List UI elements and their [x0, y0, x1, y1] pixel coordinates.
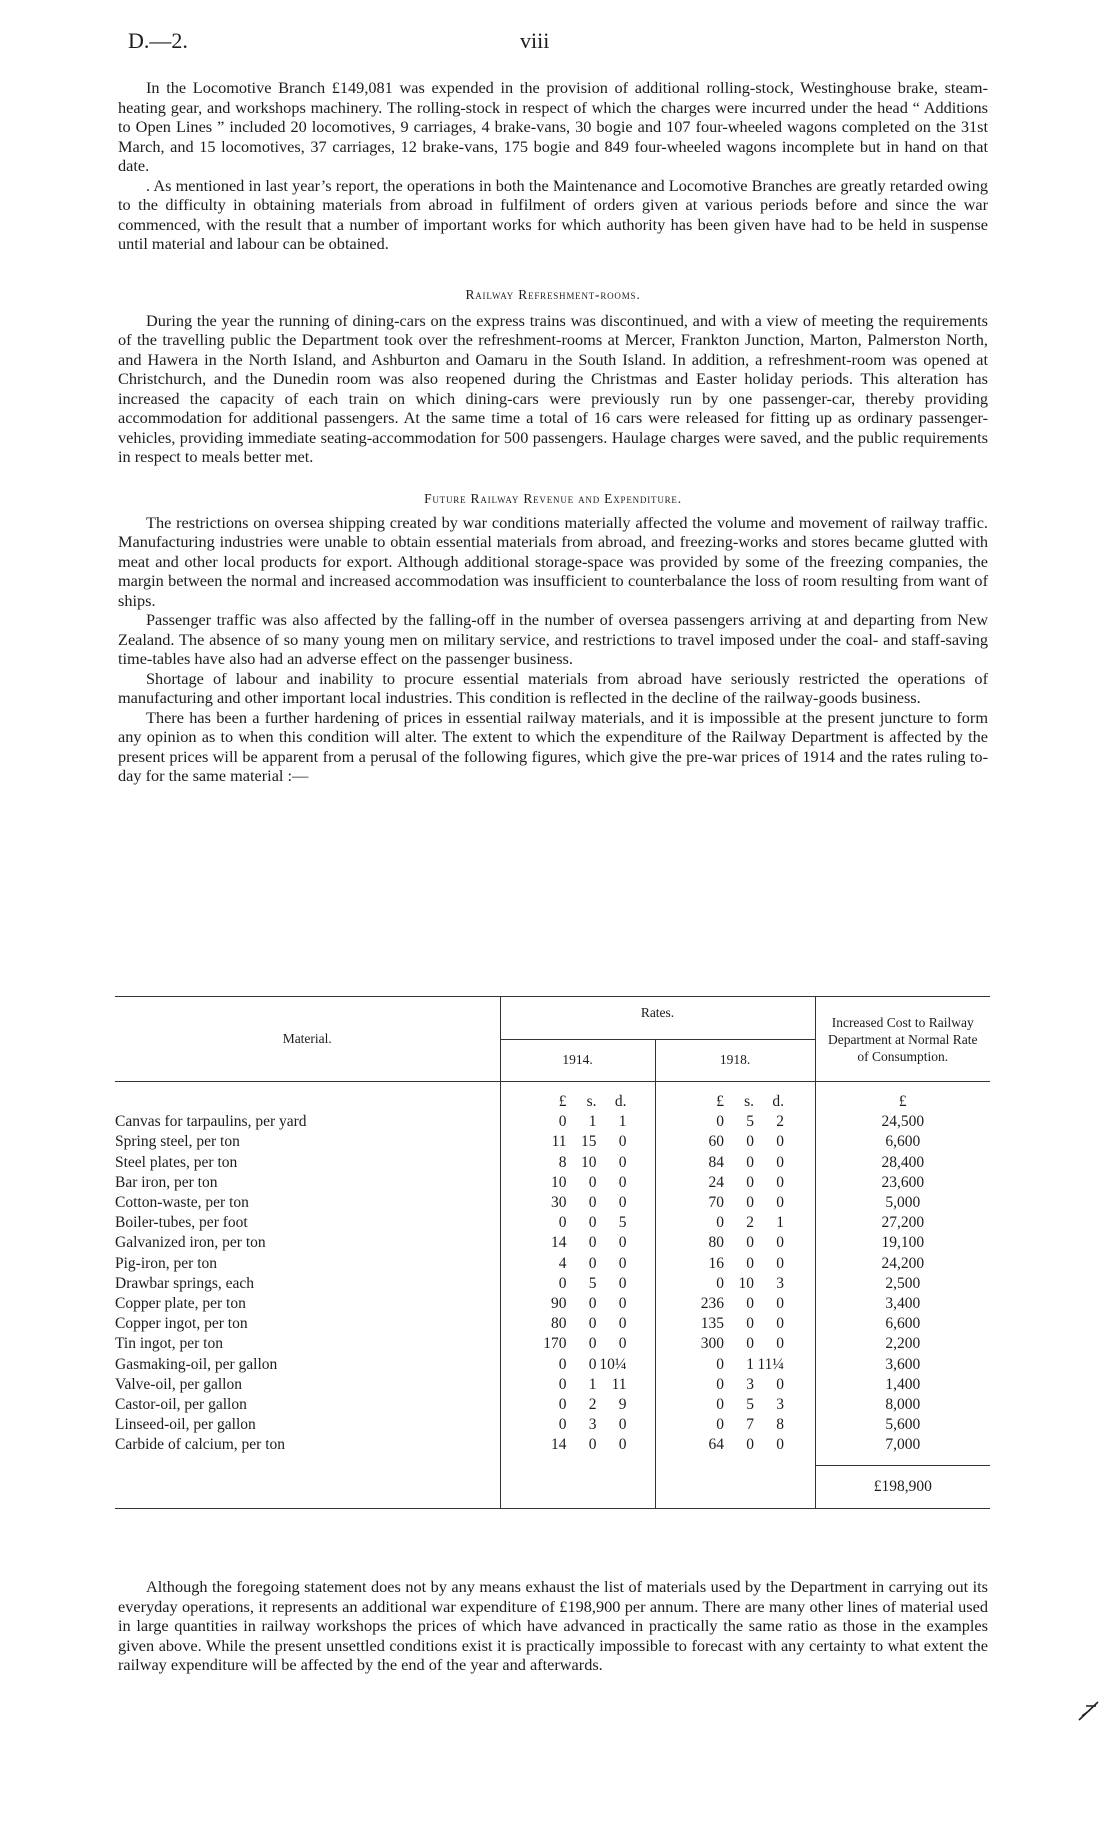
- unit-pound-1918: £: [716, 1093, 724, 1110]
- unit-shilling-1914: s.: [586, 1093, 597, 1110]
- increased-cost: 19,100: [815, 1233, 990, 1253]
- r1914-l: 0: [558, 1214, 567, 1232]
- paragraph-labour: Shortage of labour and inability to procure essential materials from abroad have seriously restricted the operations of manufacturing and other important local industries. This condition is reflected in the decline of the railway-goods business.: [118, 668, 988, 707]
- material-name: Carbide of calcium, per ton: [115, 1436, 286, 1454]
- unit-pence-1914: d.: [614, 1093, 627, 1110]
- r1914-d: 9: [618, 1396, 627, 1414]
- table-row: [115, 1314, 990, 1334]
- header-material: Material.: [282, 1030, 332, 1046]
- r1914-l: 0: [558, 1113, 567, 1131]
- increased-cost: 27,200: [815, 1213, 990, 1233]
- page-header: [0, 28, 1114, 58]
- r1918-l: 70: [708, 1194, 724, 1212]
- increased-cost: 8,000: [815, 1395, 990, 1415]
- r1918-l: 0: [716, 1375, 724, 1393]
- material-name: Drawbar springs, each: [115, 1274, 255, 1292]
- r1914-cell: [500, 1415, 655, 1435]
- r1918-cell: [655, 1314, 815, 1334]
- table-row: [115, 1274, 990, 1294]
- rates-table-container: [115, 996, 990, 1509]
- r1918-l: 0: [716, 1396, 724, 1414]
- r1918-s: 0: [746, 1254, 754, 1272]
- r1914-d: 0: [618, 1335, 627, 1353]
- r1914-cell: [500, 1173, 655, 1193]
- increased-cost: 1,400: [815, 1375, 990, 1395]
- r1914-d: 0: [618, 1295, 627, 1313]
- material-name: Spring steel, per ton: [115, 1133, 240, 1151]
- r1914-cell: [500, 1375, 655, 1395]
- r1918-d: 3: [776, 1274, 784, 1292]
- r1918-s: 0: [746, 1436, 754, 1454]
- table-header-row-1: [115, 997, 990, 1040]
- r1914-d: 0: [618, 1194, 627, 1212]
- r1918-l: 60: [708, 1133, 724, 1151]
- r1914-s: 10: [581, 1153, 597, 1171]
- increased-cost: 3,400: [815, 1294, 990, 1314]
- r1914-s: 0: [588, 1234, 597, 1252]
- increased-cost: 24,500: [815, 1112, 990, 1132]
- r1914-cell: [500, 1435, 655, 1455]
- r1918-d: 11¼: [757, 1355, 784, 1373]
- r1914-s: 0: [588, 1194, 597, 1212]
- r1914-l: 14: [551, 1234, 567, 1252]
- r1918-cell: [655, 1334, 815, 1354]
- header-1918: 1918.: [655, 1039, 815, 1082]
- r1918-l: 236: [700, 1295, 724, 1313]
- increased-cost: 28,400: [815, 1153, 990, 1173]
- r1914-cell: [500, 1274, 655, 1294]
- document-code: D.—2.: [128, 28, 188, 53]
- r1918-d: 0: [776, 1153, 784, 1171]
- r1914-l: 170: [543, 1335, 567, 1353]
- r1918-l: 0: [716, 1274, 724, 1292]
- total-cost: £198,900: [815, 1466, 990, 1509]
- paragraph-prices: There has been a further hardening of prices in essential railway materials, and it is impossible at the present juncture to form any opinion as to when this condition will alter. The extent to which the expenditure of the Railway Department is affected by the present prices will be apparent from a perusal of the following figures, which give the pre-war prices of 1914 and the rates ruling to-day for the same material :—: [118, 707, 988, 785]
- unit-pound-1914: £: [558, 1093, 567, 1110]
- r1914-l: 30: [551, 1194, 567, 1212]
- r1914-cell: [500, 1254, 655, 1274]
- r1914-l: 4: [558, 1254, 567, 1272]
- r1914-l: 10: [551, 1173, 567, 1191]
- r1918-s: 5: [746, 1396, 754, 1414]
- material-name: Canvas for tarpaulins, per yard: [115, 1113, 307, 1131]
- r1918-l: 0: [716, 1113, 724, 1131]
- r1918-cell: [655, 1294, 815, 1314]
- r1918-s: 0: [746, 1335, 754, 1353]
- r1918-d: 0: [776, 1234, 784, 1252]
- r1914-l: 14: [551, 1436, 567, 1454]
- paragraph-closing: Although the foregoing statement does not by any means exhaust the list of materials used by the Department in carrying out its everyday operations, it represents an additional war expenditure of £198,900 per annum. There are many other lines of material used in large quantities in railway workshops the prices of which have advanced in practically the same ratio as those in the examples given above. While the present unsettled conditions exist it is practically impossible to forecast with any certainty to what extent the railway expenditure will be affected by the end of the year and afterwards.: [118, 1577, 988, 1674]
- r1918-d: 3: [776, 1396, 784, 1414]
- r1914-d: 0: [618, 1274, 627, 1292]
- r1914-d: 10¼: [599, 1355, 627, 1373]
- r1914-d: 0: [618, 1416, 627, 1434]
- r1918-cell: [655, 1435, 815, 1455]
- r1914-l: 0: [558, 1416, 567, 1434]
- r1914-l: 0: [558, 1396, 567, 1414]
- material-name: Pig-iron, per ton: [115, 1254, 218, 1272]
- r1918-s: 0: [746, 1295, 754, 1313]
- table-row: [115, 1254, 990, 1274]
- r1914-cell: [500, 1355, 655, 1375]
- r1914-s: 0: [588, 1315, 597, 1333]
- table-row: [115, 1294, 990, 1314]
- paragraph-shipping: The restrictions on oversea shipping created by war conditions materially affected the volume and movement of railway traffic. Manufacturing industries were unable to obtain essential materials from abroad, and freezing-works and stores became glutted with meat and other local products for export. Although additional storage-space was provided by some of the freezing companies, the margin between the normal and increased accommodation was insufficient to counterbalance the loss of room resulting from want of ships.: [118, 512, 988, 610]
- r1918-d: 8: [776, 1416, 784, 1434]
- r1914-cell: [500, 1314, 655, 1334]
- table-row: [115, 1435, 990, 1455]
- r1918-d: 0: [776, 1335, 784, 1353]
- body-text: [118, 78, 988, 786]
- r1918-s: 0: [746, 1153, 754, 1171]
- r1914-cell: [500, 1132, 655, 1152]
- material-name: Copper plate, per ton: [115, 1295, 246, 1313]
- rates-table: [115, 996, 990, 1509]
- r1914-d: 11: [611, 1375, 627, 1393]
- r1918-l: 0: [716, 1214, 724, 1232]
- table-row: [115, 1415, 990, 1435]
- material-name: Tin ingot, per ton: [115, 1335, 223, 1353]
- table-row: [115, 1153, 990, 1173]
- r1914-s: 0: [588, 1254, 597, 1272]
- increased-cost: 5,000: [815, 1193, 990, 1213]
- r1918-d: 1: [776, 1214, 784, 1232]
- r1918-cell: [655, 1193, 815, 1213]
- r1914-l: 0: [558, 1355, 567, 1373]
- r1914-s: 3: [588, 1416, 597, 1434]
- r1918-l: 135: [700, 1315, 724, 1333]
- table-row: [115, 1112, 990, 1132]
- r1918-cell: [655, 1233, 815, 1253]
- r1918-cell: [655, 1355, 815, 1375]
- r1914-cell: [500, 1112, 655, 1132]
- r1914-l: 90: [551, 1295, 567, 1313]
- material-name: Linseed-oil, per gallon: [115, 1416, 256, 1434]
- r1918-s: 0: [746, 1133, 754, 1151]
- r1914-d: 0: [618, 1153, 627, 1171]
- unit-pence-1918: d.: [772, 1093, 784, 1110]
- r1914-d: 1: [618, 1113, 627, 1131]
- r1914-l: 8: [558, 1153, 567, 1171]
- r1914-s: 5: [588, 1274, 597, 1292]
- header-1914: 1914.: [500, 1039, 655, 1082]
- page-number: viii: [520, 28, 550, 53]
- r1918-l: 0: [716, 1416, 724, 1434]
- r1918-l: 80: [708, 1234, 724, 1252]
- material-name: Cotton-waste, per ton: [115, 1194, 249, 1212]
- r1918-d: 0: [776, 1375, 784, 1393]
- r1918-cell: [655, 1132, 815, 1152]
- units-1914: [500, 1082, 655, 1113]
- r1918-l: 16: [708, 1254, 724, 1272]
- spacer-row: [115, 1456, 990, 1466]
- material-name: Bar iron, per ton: [115, 1173, 218, 1191]
- pen-mark-icon: [1076, 1696, 1102, 1724]
- r1914-s: 1: [588, 1375, 597, 1393]
- unit-shilling-1918: s.: [744, 1093, 754, 1110]
- r1914-d: 0: [618, 1436, 627, 1454]
- r1914-cell: [500, 1334, 655, 1354]
- r1918-s: 3: [746, 1375, 754, 1393]
- table-row: [115, 1375, 990, 1395]
- material-name: Boiler-tubes, per foot: [115, 1214, 248, 1232]
- r1914-s: 15: [581, 1133, 597, 1151]
- r1914-l: 0: [558, 1274, 567, 1292]
- increased-cost: 24,200: [815, 1254, 990, 1274]
- r1914-d: 0: [618, 1254, 627, 1272]
- r1918-d: 0: [776, 1133, 784, 1151]
- r1918-s: 10: [738, 1274, 754, 1292]
- increased-cost: 23,600: [815, 1173, 990, 1193]
- r1914-s: 1: [588, 1113, 597, 1131]
- r1918-cell: [655, 1274, 815, 1294]
- increased-cost: 6,600: [815, 1132, 990, 1152]
- r1914-s: 0: [588, 1355, 597, 1373]
- r1914-l: 0: [558, 1375, 567, 1393]
- r1914-cell: [500, 1233, 655, 1253]
- paragraph-passenger: Passenger traffic was also affected by the falling-off in the number of oversea passengers arriving at and departing from New Zealand. The absence of so many young men on military service, and restrictions to travel imposed under the coal- and staff-saving time-tables have also had an adverse effect on the passenger business.: [118, 610, 988, 668]
- increased-cost: 7,000: [815, 1435, 990, 1455]
- r1918-cell: [655, 1395, 815, 1415]
- r1918-d: 2: [776, 1113, 784, 1131]
- r1914-s: 2: [588, 1396, 597, 1414]
- r1914-s: 0: [588, 1173, 597, 1191]
- r1918-s: 0: [746, 1173, 754, 1191]
- r1914-s: 0: [588, 1214, 597, 1232]
- r1918-l: 24: [708, 1173, 724, 1191]
- material-name: Copper ingot, per ton: [115, 1315, 248, 1333]
- table-row: [115, 1334, 990, 1354]
- r1914-d: 0: [618, 1133, 627, 1151]
- r1914-d: 0: [618, 1234, 627, 1252]
- r1914-s: 0: [588, 1295, 597, 1313]
- paragraph-materials-delay: . As mentioned in last year’s report, the operations in both the Maintenance and Locomotive Branches are greatly retarded owing to the difficulty in obtaining materials from abroad in fulfilment of orders given at various periods before and since the war commenced, with the result that a number of important works for which authority has been given have had to be held in suspense until material and labour can be obtained.: [118, 175, 988, 253]
- r1914-cell: [500, 1153, 655, 1173]
- r1918-s: 0: [746, 1234, 754, 1252]
- r1914-cell: [500, 1395, 655, 1415]
- material-name: Gasmaking-oil, per gallon: [115, 1355, 278, 1373]
- unit-cost: £: [815, 1082, 990, 1113]
- r1918-d: 0: [776, 1194, 784, 1212]
- r1918-d: 0: [776, 1315, 784, 1333]
- increased-cost: 6,600: [815, 1314, 990, 1334]
- material-name: Galvanized iron, per ton: [115, 1234, 266, 1252]
- table-row: [115, 1355, 990, 1375]
- r1918-l: 0: [716, 1355, 724, 1373]
- material-name: Valve-oil, per gallon: [115, 1375, 242, 1393]
- r1918-cell: [655, 1415, 815, 1435]
- increased-cost: 5,600: [815, 1415, 990, 1435]
- r1918-s: 2: [746, 1214, 754, 1232]
- table-row: [115, 1233, 990, 1253]
- r1918-s: 0: [746, 1315, 754, 1333]
- r1918-l: 300: [700, 1335, 724, 1353]
- r1914-cell: [500, 1294, 655, 1314]
- total-row: [115, 1466, 990, 1509]
- increased-cost: 2,500: [815, 1274, 990, 1294]
- header-rates: Rates.: [500, 997, 815, 1040]
- r1914-l: 11: [551, 1133, 567, 1151]
- paragraph-refreshment: During the year the running of dining-cars on the express trains was discontinued, and with a view of meeting the requirements of the travelling public the Department took over the refreshment-rooms at Mercer, Frankton Junction, Marton, Palmerston North, and Hawera in the North Island, and Ashburton and Oamaru in the South Island. In addition, a refreshment-room was opened at Christchurch, and the Dunedin room was also reopened during the Christmas and Easter holiday periods. This alteration has increased the capacity of each train on which dining-cars were previously run by one passenger-car, thereby providing accommodation for additional passengers. At the same time a total of 16 cars were released for fitting up as ordinary passenger-vehicles, providing immediate seating-accommodation for 500 passengers. Haulage charges were saved, and the public requirements in respect to meals better met.: [118, 310, 988, 466]
- r1914-l: 80: [551, 1315, 567, 1333]
- r1918-cell: [655, 1112, 815, 1132]
- r1918-s: 1: [746, 1355, 754, 1373]
- increased-cost: 3,600: [815, 1355, 990, 1375]
- r1918-cell: [655, 1153, 815, 1173]
- increased-cost: 2,200: [815, 1334, 990, 1354]
- r1914-d: 0: [618, 1173, 627, 1191]
- r1918-s: 0: [746, 1194, 754, 1212]
- r1918-cell: [655, 1173, 815, 1193]
- r1918-cell: [655, 1213, 815, 1233]
- r1914-d: 5: [618, 1214, 627, 1232]
- r1918-d: 0: [776, 1436, 784, 1454]
- r1914-cell: [500, 1193, 655, 1213]
- r1918-l: 64: [708, 1436, 724, 1454]
- r1918-cell: [655, 1254, 815, 1274]
- r1918-cell: [655, 1375, 815, 1395]
- header-increased-cost: Increased Cost to Railway Department at Normal Rate of Consumption.: [815, 997, 990, 1082]
- r1918-s: 7: [746, 1416, 754, 1434]
- section-title-refreshment: Railway Refreshment-rooms.: [465, 286, 641, 302]
- r1918-l: 84: [708, 1153, 724, 1171]
- material-name: Castor-oil, per gallon: [115, 1396, 247, 1414]
- table-row: [115, 1213, 990, 1233]
- r1918-d: 0: [776, 1173, 784, 1191]
- table-row: [115, 1173, 990, 1193]
- r1914-d: 0: [618, 1315, 627, 1333]
- table-row: [115, 1395, 990, 1415]
- r1914-cell: [500, 1213, 655, 1233]
- closing-text: [118, 1577, 988, 1675]
- r1914-s: 0: [588, 1335, 597, 1353]
- table-row: [115, 1132, 990, 1152]
- units-1918: [655, 1082, 815, 1113]
- section-title-future: Future Railway Revenue and Expenditure.: [424, 490, 682, 506]
- paragraph-locomotive: In the Locomotive Branch £149,081 was expended in the provision of additional rolling-stock, Westinghouse brake, steam-heating gear, and workshops machinery. The rolling-stock in respect of which the charges were incurred under the head “ Additions to Open Lines ” included 20 locomotives, 9 carriages, 4 brake-vans, 30 bogie and 107 four-wheeled wagons completed on the 31st March, and 15 locomotives, 37 carriages, 12 brake-vans, 175 bogie and 849 four-wheeled wagons incomplete but in hand on that date.: [118, 78, 988, 175]
- r1918-d: 0: [776, 1254, 784, 1272]
- table-row: [115, 1193, 990, 1213]
- units-row: [115, 1082, 990, 1113]
- material-name: Steel plates, per ton: [115, 1153, 238, 1171]
- r1918-d: 0: [776, 1295, 784, 1313]
- r1914-s: 0: [588, 1436, 597, 1454]
- r1918-s: 5: [746, 1113, 754, 1131]
